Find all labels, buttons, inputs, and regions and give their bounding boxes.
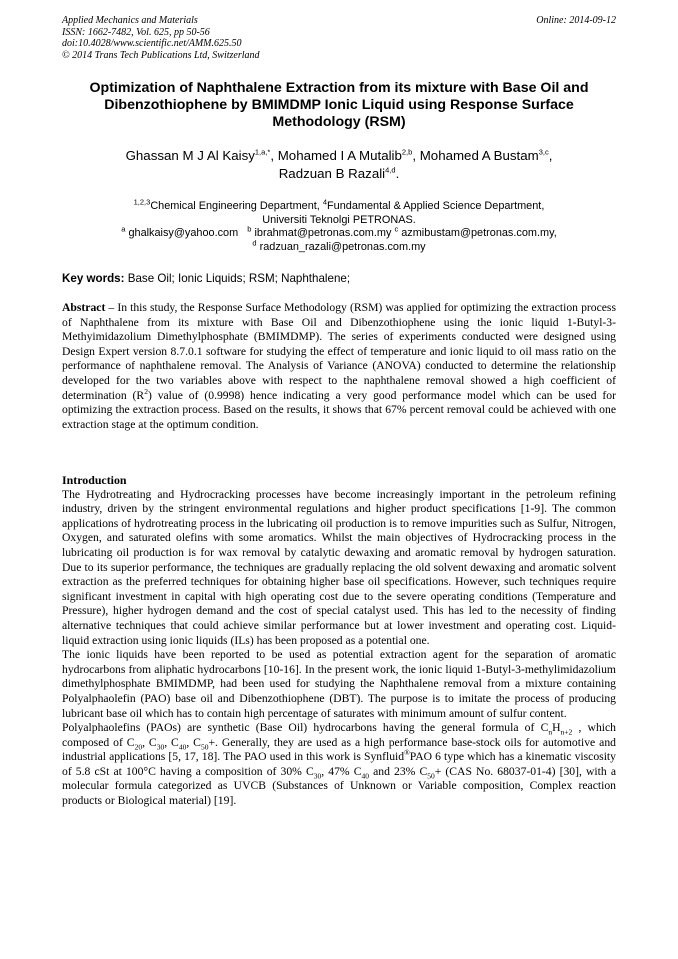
email-sup: b [247,224,252,234]
author-name: Radzuan B Razali [278,166,386,181]
abstract-text: – In this study, the Response Surface Methodology (RSM) was applied for optimizing the extraction process of Naphthalene from its mixture with Base Oil and Dibenzothiophene using the ionic liquid 1-Butyl-3-Methyimidazolium Dimethylphosphate (BMIMDMP). The series of experiments conducted were designed using Design Expert version 8.7.0.1 software for studying the effect of temperature and ionic liquid to oil mass ratio on the performance of naphthalene removal. The Analysis of Variance (ANOVA) conducted to determine the relationship developed for the two variables above with respect to the naphthalene removal showed a high coefficient of determination (R [62,301,616,402]
paragraph: Polyalphaolefins (PAOs) are synthetic (Base Oil) hydrocarbons having the general formula of $C_nH_{n+2}$ , which composed of $C_{20}$, $C_{30}$, $C_{40}$, $C_{50}+$. Generally, they are used as a high performance base-stock oils for automotive and industrial applications [5, 17, 18]. The PAO used in this work is Synfluid®PAO 6 type which has a kinematic viscosity of 5.8 cSt at 100°C having a composition of 30% $C_{30}$, 47% $C_{40}$ and 23% $C_{50}+ (CAS$ No. 68037-01-4) [30], with a molecular formula categorized as UVCB (Substances of Unknown or Variable composition, Complex reaction products or Biological material) [19]. [62,721,616,808]
online-date: Online: 2014-09-12 [536,15,616,26]
email-a[interactable]: ghalkaisy@yahoo.com [128,227,239,240]
email-sup: c [394,224,399,234]
author-name: Mohamed A Bustam [419,148,539,163]
paragraph: The Hydrotreating and Hydrocracking processes have become increasingly important in the petroleum refining industry, driven by the stringent environmental regulations and higher product specifications [1-9]. The common applications of hydrotreating process in the lubricating oil production is to remove impurities such as Sulfur, Nitrogen, Oxygen, and saturated olefins with some aromatics. Whilst the main objectives of Hydrocracking process in the lubricating oil production is for wax removal by catalytic dewaxing and aromatic removal by hydrogen saturation. Due to its superior performance, the techniques are gradually replacing the old solvent dewaxing and aromatic solvent extraction as the preferred techniques for obtaining higher base oil specifications. However, such techniques require significant investment in capital with high operating cost due to the severe operating conditions (Temperature and Pressure), higher hydrogen demand and the cost of special catalyst used. This has led to the necessity of finding alternative techniques that could achieve similar performance but at lower investment and operating cost. Liquid-liquid extraction using ionic liquids (ILs) has been proposed as a potential one. [62,487,616,647]
affiliations [62,197,616,254]
author-name: Mohamed I A Mutalib [277,148,402,163]
keywords-text: Base Oil; Ionic Liquids; RSM; Naphthalene; [127,272,351,285]
doi: doi:10.4028/www.scientific.net/AMM.625.50 [62,38,242,49]
author-sup: 4,d [385,165,396,175]
affil-dept-1: Chemical Engineering Department, [150,200,320,212]
author-sup: 2,b [401,147,413,157]
affil-sup: 1,2,3 [133,197,151,207]
introduction-section [62,473,616,809]
r-squared-sup: 2 [144,386,148,396]
email-d[interactable]: radzuan_razali@petronas.com.my [259,240,426,253]
keywords [62,272,616,286]
author-sup: 1,a,* [254,147,271,157]
affil-dept-2: Fundamental & Applied Science Department, [327,200,545,212]
affil-university: Universiti Teknolgi PETRONAS. [262,213,416,226]
journal-name: Applied Mechanics and Materials [62,15,198,26]
email-sup: a [121,224,126,234]
paragraph: The ionic liquids have been reported to be used as potential extraction agent for the separation of aromatic hydrocarbons from aliphatic hydrocarbons [10-16]. In the present work, the ionic liquid 1-Butyl-3-methylimidazolium dimethylphosphate BMIMDMP, had been used for studying the Naphthalene removal from a mixture containing Polyalphaolefin (PAO) base oil and Dibenzothiophene (DBT). The purpose is to imitate the process of producing lubricant base oil which has to contain high percentage of saturates with minimum amount of sulfur content. [62,648,616,720]
section-heading: Introduction [62,473,127,487]
copyright: © 2014 Trans Tech Publications Ltd, Switzerland [62,49,260,61]
author-name: Ghassan M J Al Kaisy [125,148,255,163]
email-sup: d [252,238,257,248]
abstract [62,301,616,432]
abstract-label: Abstract [62,301,106,314]
journal-header [62,15,616,61]
author-list: Ghassan M J Al Kaisy$^{1,a,*}$, Mohamed I A Mutalib$^{2,b}$, Mohamed A Bustam$^{3,c}$, Radzuan B Razali$^{4,d}$. [125,147,553,181]
affil-sup: 4 [322,197,328,207]
keywords-label: Key words: [62,272,125,285]
issn: ISSN: 1662-7482, Vol. 625, pp 50-56 [62,26,210,38]
email-c[interactable]: azmibustam@petronas.com.my, [401,227,557,240]
author-sup: 3,c [538,147,549,157]
email-b[interactable]: ibrahmat@petronas.com.my [254,227,392,240]
abstract-text-cont: ) value of (0.9998) hence indicating a very good performance model which can be used for optimizing the extraction process. Based on the results, it shows that 67% percent removal could be achieved with one extraction stage at the optimum condition. [62,388,616,431]
paper-title: Optimization of Naphthalene Extraction from its mixture with Base Oil and Dibenzothiophene by BMIMDMP Ionic Liquid using Response Surface Methodology (RSM) [89,80,589,130]
